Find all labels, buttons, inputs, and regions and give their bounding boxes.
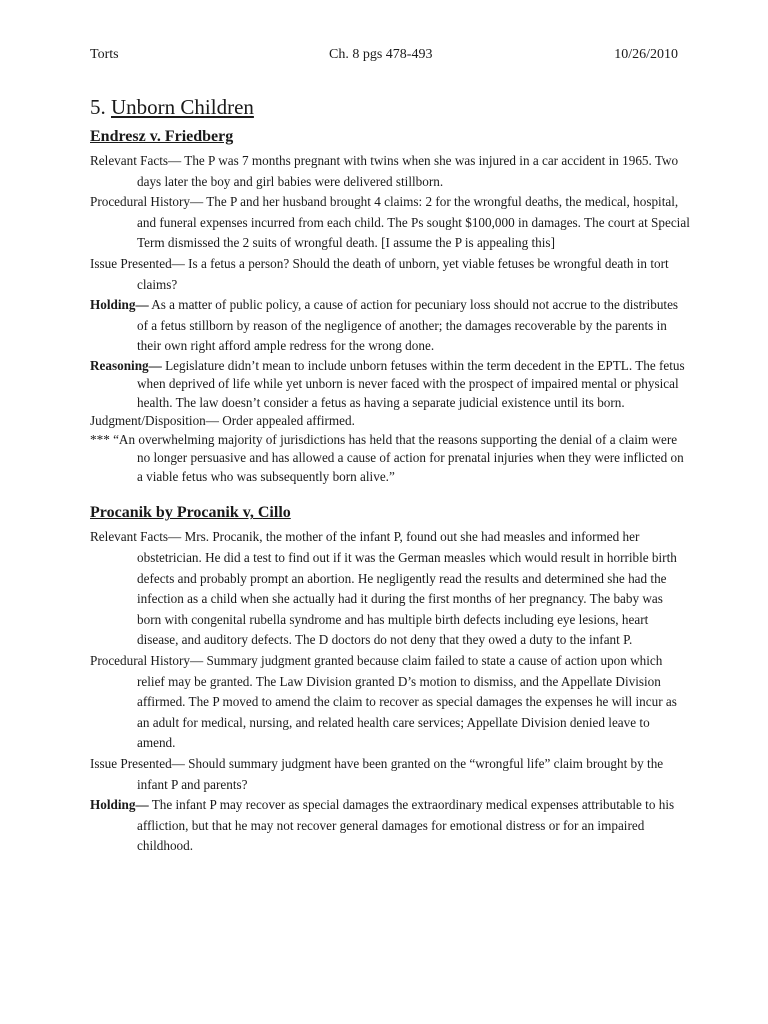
- case2-procedural-history: [90, 651, 690, 754]
- case2-issue-presented: [90, 754, 690, 795]
- entry-text: The P and her husband brought 4 claims: 2 for the wrongful deaths, the medical, hospital, and funeral expenses incurred from each child. The Ps sought $100,000 in damages. The court at Special Term dismissed the 2 suits of wrongful death. [I assume the P is appealing this]: [137, 194, 690, 251]
- section-title: Unborn Children: [111, 95, 254, 119]
- entry-text: Is a fetus a person? Should the death of unborn, yet viable fetuses be wrongful death in tort claims?: [137, 255, 669, 292]
- entry-text: Should summary judgment have been granted on the “wrongful life” claim brought by the infant P and parents?: [137, 755, 664, 792]
- page-header: [90, 47, 678, 67]
- entry-label: Issue Presented—: [90, 755, 185, 771]
- entry-text: The infant P may recover as special damages the extraordinary medical expenses attributable to his affliction, but that he may not recover general damages for emotional distress or for an impaired childhood.: [137, 797, 675, 854]
- case1-quote: [90, 431, 690, 487]
- entry-text: “An overwhelming majority of jurisdictions has held that the reasons supporting the denial of a claim were no longer persuasive and has allowed a cause of action for prenatal injuries when they were inflicted on a viable fetus who was subsequently born alive.”: [109, 431, 684, 484]
- entry-label: Procedural History—: [90, 653, 204, 668]
- case1-judgment: [90, 412, 690, 431]
- case2-relevant-facts: [90, 527, 690, 651]
- case-title-endresz: Endresz v. Friedberg: [90, 128, 234, 145]
- entry-label: Holding—: [90, 297, 149, 313]
- case1-holding: [90, 295, 690, 357]
- section-number: 5.: [90, 95, 106, 119]
- entry-text: As a matter of public policy, a cause of action for pecuniary loss should not accrue to the distributes of a fetus stillborn by reason of the negligence of another; the damages recoverable by the parents in their own right afford ample redress for the wrong done.: [137, 297, 679, 354]
- case1-procedural-history: [90, 192, 690, 254]
- section-heading: [90, 92, 690, 122]
- entry-label: Issue Presented—: [90, 255, 185, 271]
- entry-text: Summary judgment granted because claim failed to state a cause of action upon which relief may be granted. The Law Division granted D’s motion to dismiss, and the Appellate Division affirmed. The P moved to amend the claim to recover as special damages the expenses he will incur as an adult for medical, nursing, and related health care services; Appellate Division denied leave to amend.: [137, 653, 677, 751]
- header-date: 10/26/2010: [614, 47, 678, 62]
- entry-text: The P was 7 months pregnant with twins when she was injured in a car accident in 1965. Two days later the boy and girl babies were delivered stillborn.: [137, 153, 679, 189]
- entry-label: Judgment/Disposition—: [90, 413, 219, 429]
- entry-text: Order appealed affirmed.: [218, 413, 355, 429]
- notes-body: [90, 92, 690, 857]
- entry-label: Holding—: [90, 797, 149, 813]
- entry-label: Procedural History—: [90, 194, 204, 210]
- case1-reasoning: [90, 357, 690, 413]
- case-title-procanik: Procanik by Procanik v, Cillo: [90, 504, 291, 522]
- entry-label: Relevant Facts—: [90, 153, 182, 168]
- header-chapter: Ch. 8 pgs 478-493: [329, 47, 433, 62]
- header-course: Torts: [90, 47, 119, 62]
- entry-text: Legislature didn’t mean to include unborn fetuses within the term decedent in the EPTL. The fetus when deprived of life while yet unborn is never faced with the prospect of impaired mental or physical health. The law doesn’t consider a fetus as having a separate judicial existence until its born.: [137, 357, 685, 410]
- case1-relevant-facts: [90, 151, 690, 192]
- entry-label: Reasoning—: [90, 357, 162, 373]
- entry-label: Relevant Facts—: [90, 529, 182, 545]
- case1-issue-presented: [90, 254, 690, 295]
- entry-label: ***: [90, 431, 110, 447]
- entry-text: Mrs. Procanik, the mother of the infant P, found out she had measles and informed her obstetrician. He did a test to find out if it was the German measles which would result in horrible birth defects and probably prompt an abortion. He negligently read the results and determined she had the infection as a child when she actually had it during the first months of her pregnancy. The baby was born with congenital rubella syndrome and has multiple birth defects including eye lesions, heart disease, and auditory defects. The D doctors do not deny that they owed a duty to the infant P.: [137, 529, 677, 648]
- case2-holding: [90, 795, 690, 857]
